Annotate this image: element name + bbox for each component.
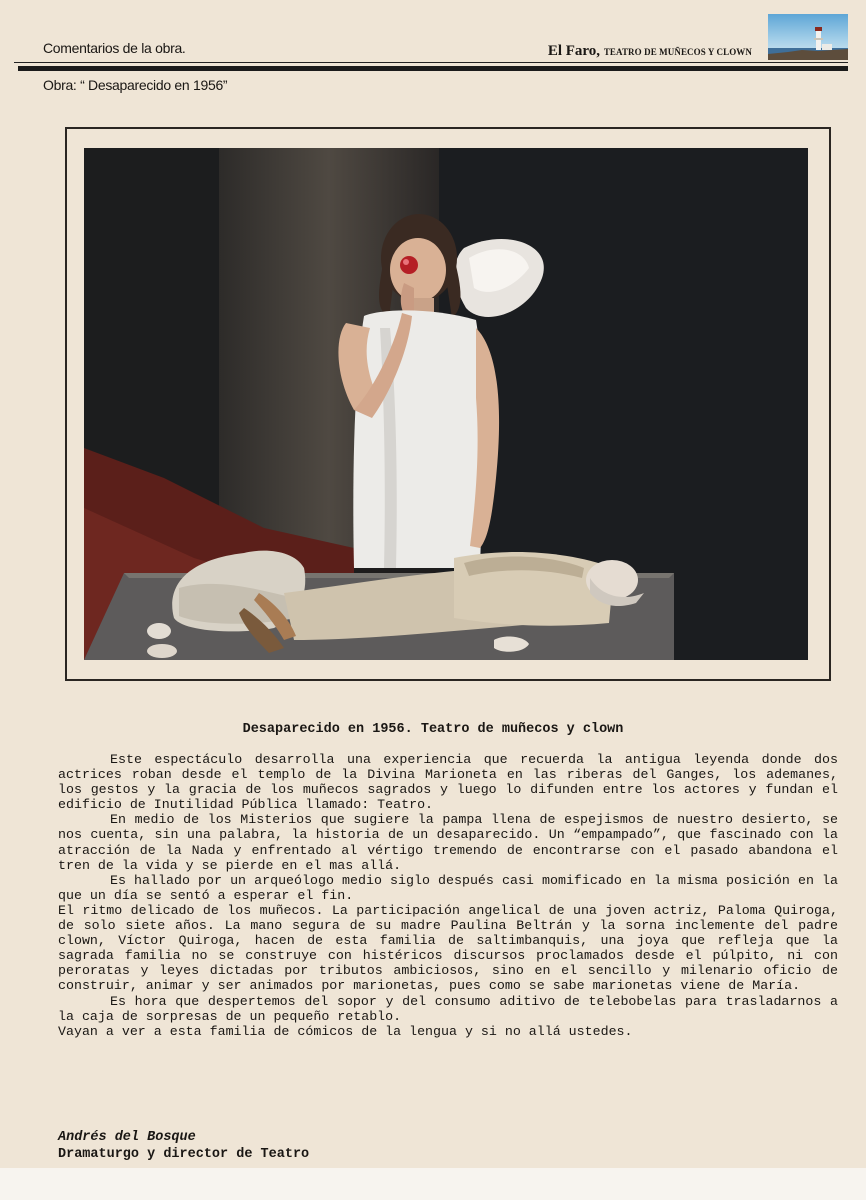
article-paragraph: El ritmo delicado de los muñecos. La participación angelical de una joven actriz, Paloma Quiroga, de solo siete años. La mano segura de su madre Paulina Beltrán y la sorna inclemente del padre clown, Víctor Quiroga, hacen de esta familia de saltimbanquis, una joya que refleja que la sagrada familia no se construye con histéricos discursos proclamados desde el púlpito, ni con peroratas y leyes dictadas por tributos ambiciosos, sino en el sencillo y milenario oficio de construir, animar y ser animados por marionetas, pues como se sabe marionetas viene de María.: [58, 902, 838, 994]
article-paragraph: Este espectáculo desarrolla una experiencia que recuerda la antigua leyenda donde dos actrices roban desde el templo de la Divina Marioneta en las riberas del Ganges, los ademanes, los gestos y la gracia de los muñecos sagrados y luego lo difunden entre los actores y fundan el edificio de Inutilidad Pública llamado: Teatro.: [58, 752, 838, 813]
author-name: Andrés del Bosque: [58, 1130, 196, 1145]
work-label: Obra: “ Desaparecido en 1956”: [43, 77, 228, 93]
page-bottom-margin: [0, 1168, 866, 1200]
article-paragraph: En medio de los Misterios que sugiere la pampa llena de espejismos de nuestro desierto, se nos cuenta, sin una palabra, la historia de un desaparecido. Un “empampado”, que fascinado con la atracción de la Nada y enfrentado al vértigo tremendo de encontrarse con el pasado abandona el tren de la vida y se pierde en el mas allá.: [58, 812, 838, 873]
article-paragraph: Es hallado por un arqueólogo medio siglo después casi momificado en la misma posición en la que un día se sentó a esperar el fin.: [58, 872, 838, 903]
author-role: Dramaturgo y director de Teatro: [58, 1147, 310, 1162]
header-rule-thick: [18, 66, 848, 71]
lighthouse-icon: [768, 14, 848, 60]
brand-header: [548, 43, 752, 60]
article-title: Desaparecido en 1956. Teatro de muñecos y clown: [242, 722, 624, 737]
brand-tagline: TEATRO DE MUÑECOS Y CLOWN: [603, 47, 752, 57]
signature: [58, 1130, 309, 1162]
section-label: Comentarios de la obra.: [43, 40, 186, 56]
brand-name: El Faro,: [547, 43, 601, 59]
stage-photo: [84, 148, 808, 660]
article-paragraph: Vayan a ver a esta familia de cómicos de la lengua y si no allá ustedes.: [58, 1023, 633, 1039]
article-body: [58, 752, 838, 1039]
header-rule-thin: [14, 62, 848, 63]
article-paragraph: Es hora que despertemos del sopor y del consumo aditivo de telebobelas para trasladarnos a la caja de sorpresas de un pequeño retablo.: [58, 993, 838, 1024]
